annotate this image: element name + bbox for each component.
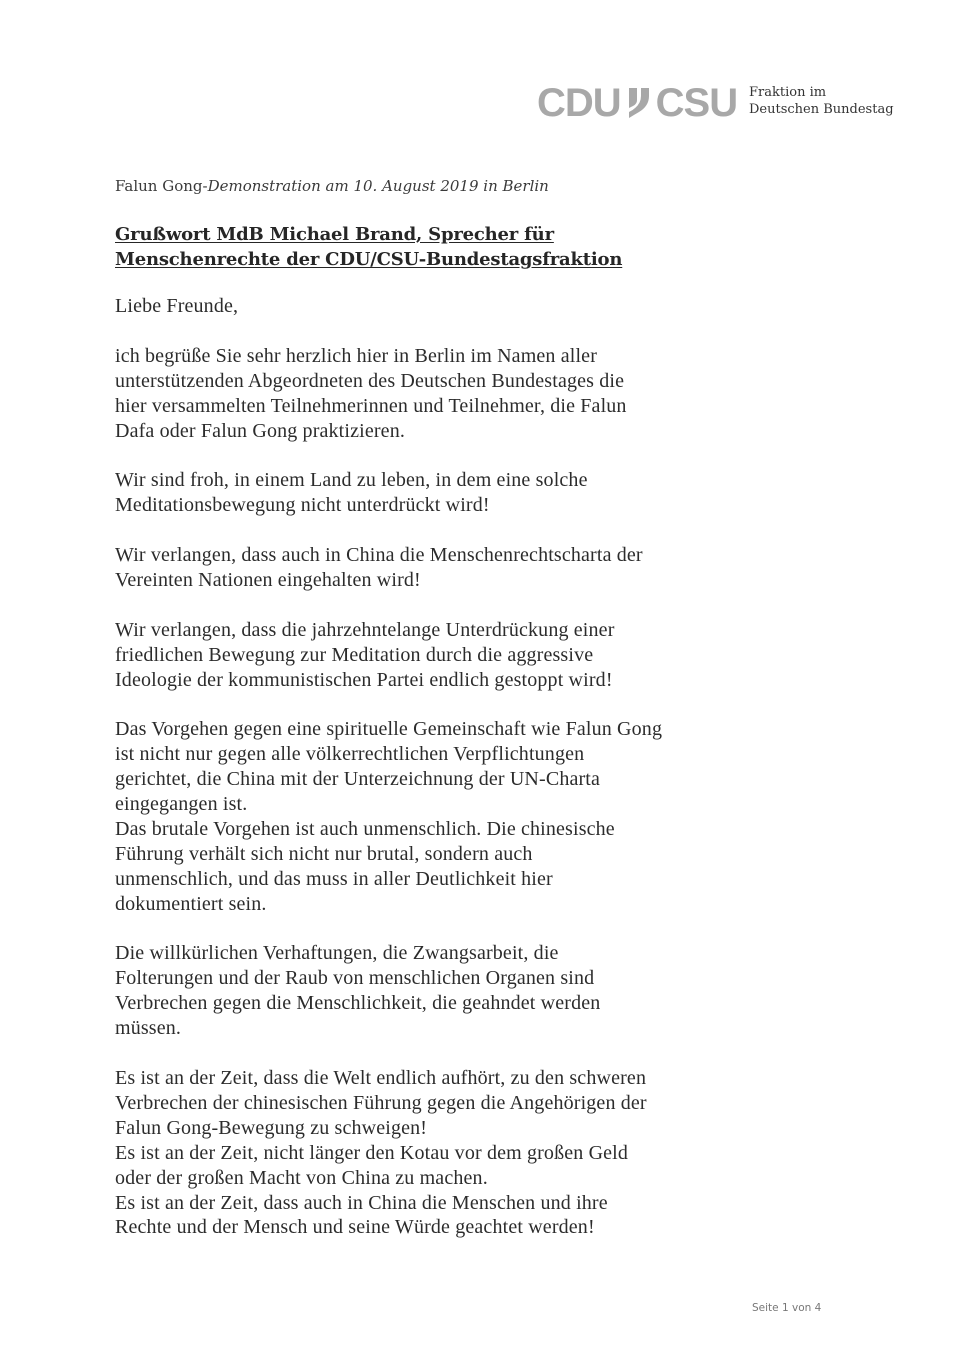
text-line: Liebe Freunde,	[115, 295, 239, 317]
paragraph	[115, 543, 662, 593]
text-line: Folterungen und der Raub von menschlichen Organen sind	[115, 967, 595, 990]
paragraph	[115, 717, 662, 916]
document-heading	[115, 222, 622, 272]
text-line: Dafa oder Falun Gong praktizieren.	[115, 419, 405, 442]
speech-text	[115, 294, 662, 1265]
paragraph	[115, 344, 662, 444]
event-line	[115, 176, 549, 196]
text-line: ist nicht nur gegen alle völkerrechtlichen Verpflichtungen	[115, 743, 585, 766]
paragraph	[115, 468, 662, 518]
text-line: gerichtet, die China mit der Unterzeichnung der UN-Charta	[115, 768, 601, 791]
heading-line-1: Grußwort MdB Michael Brand, Sprecher für	[115, 224, 554, 245]
text-line: Verbrechen der chinesischen Führung gegen die Angehörigen der	[115, 1091, 647, 1114]
tagline-line-2: Deutschen Bundestag	[749, 102, 894, 117]
text-line: Wir sind froh, in einem Land zu leben, in dem eine solche	[115, 469, 588, 492]
text-line: Wir verlangen, dass die jahrzehntelange Unterdrückung einer	[115, 618, 615, 641]
text-line: Es ist an der Zeit, dass auch in China die Menschen und ihre	[115, 1191, 608, 1214]
cdu-csu-logo	[537, 81, 738, 125]
text-line: Die willkürlichen Verhaftungen, die Zwangsarbeit, die	[115, 942, 559, 965]
text-line: Verbrechen gegen die Menschlichkeit, die geahndet werden	[115, 992, 601, 1015]
text-line: unterstützenden Abgeordneten des Deutschen Bundestages die	[115, 369, 625, 392]
logo-tagline	[749, 84, 894, 118]
text-line: unmenschlich, und das muss in aller Deutlichkeit hier	[115, 867, 553, 890]
text-line: Führung verhält sich nicht nur brutal, sondern auch	[115, 842, 533, 865]
text-line: müssen.	[115, 1017, 182, 1040]
tagline-line-1: Fraktion im	[749, 85, 827, 100]
event-italic: Demonstration am 10. August 2019 in Berlin	[207, 177, 549, 195]
text-line: eingegangen ist.	[115, 793, 248, 816]
paragraph	[115, 1066, 662, 1240]
logo-csu-text: CSU	[655, 81, 738, 125]
text-line: Ideologie der kommunistischen Partei endlich gestoppt wird!	[115, 668, 613, 691]
text-line: Vereinten Nationen eingehalten wird!	[115, 568, 421, 591]
heading-line-2: Menschenrechte der CDU/CSU-Bundestagsfraktion	[115, 249, 623, 270]
text-line: Falun Gong-Bewegung zu schweigen!	[115, 1116, 428, 1139]
text-line: Meditationsbewegung nicht unterdrückt wird!	[115, 494, 490, 517]
text-line: ich begrüße Sie sehr herzlich hier in Berlin im Namen aller	[115, 344, 598, 367]
text-line: Rechte und der Mensch und seine Würde geachtet werden!	[115, 1216, 595, 1239]
paragraph	[115, 941, 662, 1041]
text-line: oder der großen Macht von China zu machen.	[115, 1166, 488, 1189]
text-line: Es ist an der Zeit, nicht länger den Kotau vor dem großen Geld	[115, 1141, 629, 1164]
event-prefix: Falun Gong-	[115, 177, 208, 195]
logo-cdu-text: CDU	[537, 81, 621, 125]
text-line: dokumentiert sein.	[115, 892, 267, 915]
text-line: hier versammelten Teilnehmerinnen und Teilnehmer, die Falun	[115, 394, 627, 417]
text-line: friedlichen Bewegung zur Meditation durch die aggressive	[115, 643, 594, 666]
text-line: Das brutale Vorgehen ist auch unmenschlich. Die chinesische	[115, 817, 615, 840]
page-number: Seite 1 von 4	[752, 1302, 822, 1314]
logo-swoosh-icon	[625, 86, 653, 120]
text-line: Es ist an der Zeit, dass die Welt endlich aufhört, zu den schweren	[115, 1066, 647, 1089]
paragraph	[115, 294, 662, 319]
paragraph	[115, 618, 662, 693]
text-line: Das Vorgehen gegen eine spirituelle Gemeinschaft wie Falun Gong	[115, 718, 663, 741]
text-line: Wir verlangen, dass auch in China die Menschenrechtscharta der	[115, 544, 643, 567]
